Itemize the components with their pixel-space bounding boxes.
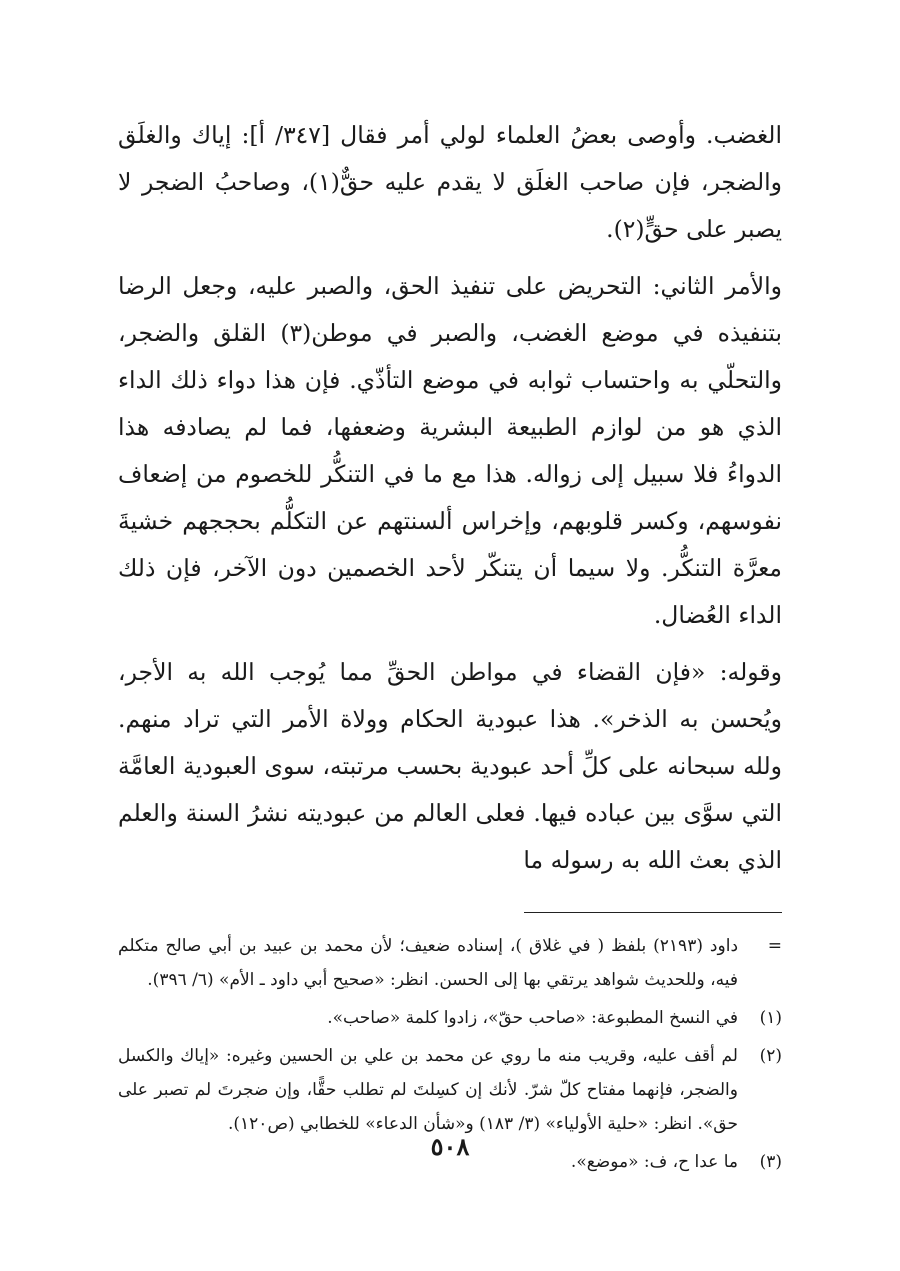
footnote: [118, 1001, 782, 1035]
page-number: ٥٠٨: [430, 1132, 470, 1161]
footnote-text: لم أقف عليه، وقريب منه ما روي عن محمد بن علي بن الحسين وغيره: «إياك والكسل والضجر، فإنهما مفتاح كلّ شرّ. لأنك إن كسِلتَ لم تطلب حقًّا، وإن ضجرتَ لم تصبر على حق». انظر: «حلية الأولياء» (٣/ ١٨٣) و«شأن الدعاء» للخطابي (ص١٢٠).: [118, 1046, 738, 1134]
paragraph: والأمر الثاني: التحريض على تنفيذ الحق، والصبر عليه، وجعل الرضا بتنفيذه في موضع الغضب، والصبر في موطن(٣) القلق والضجر، والتحلّي به واحتساب ثوابه في موضع التأذّي. فإن هذا دواء ذلك الداء الذي هو من لوازم الطبيعة البشرية وضعفها، فما لم يصادفه هذا الدواءُ فلا سبيل إلى زواله. هذا مع ما في التنكُّر للخصوم من إضعاف نفوسهم، وكسر قلوبهم، وإخراس ألسنتهم عن التكلُّم بحججهم خشيةَ معرَّة التنكُّر. ولا سيما أن يتنكّر لأحد الخصمين دون الآخر، فإن ذلك الداء العُضال.: [118, 272, 783, 629]
footnote-text: داود (٢١٩٣) بلفظ ( في غلاق )، إسناده ضعيف؛ لأن محمد بن عبيد بن أبي صالح متكلم فيه، وللحديث شواهد يرتقي بها إلى الحسن. انظر: «صحيح أبي داود ـ الأم» (٦/ ٣٩٦).: [118, 936, 739, 990]
footnote: [118, 1039, 782, 1141]
paragraph: الغضب. وأوصى بعضُ العلماء لولي أمر فقال [٣٤٧/ أ]: إياك والغلَق والضجر، فإن صاحب الغلَق لا يقدم عليه حقٌّ(١)، وصاحبُ الضجر لا يصبر على حقٍّ(٢).: [118, 121, 782, 243]
footnote-separator: [524, 912, 782, 913]
paragraph: وقوله: «فإن القضاء في مواطن الحقِّ مما يُوجب الله به الأجر، ويُحسن به الذخر». هذا عبودية الحكام وولاة الأمر التي تراد منهم. ولله سبحانه على كلِّ أحد عبودية بحسب مرتبته، سوى العبودية العامَّة التي سوَّى بين عباده فيها. فعلى العالم من عبوديته نشرُ السنة والعلم الذي بعث الله به رسوله ما: [118, 658, 782, 874]
footnote-marker: (٣): [759, 1152, 782, 1172]
footnote: [118, 929, 782, 997]
footnote-text: في النسخ المطبوعة: «صاحب حقّ»، زادوا كلمة «صاحب».: [327, 1008, 738, 1028]
main-text: [118, 112, 782, 884]
footnote-marker: (١): [759, 1008, 782, 1028]
footnote-marker: =: [767, 936, 782, 956]
footnote-text: ما عدا ح، ف: «موضع».: [570, 1152, 738, 1172]
footnote-marker: (٢): [759, 1046, 782, 1066]
